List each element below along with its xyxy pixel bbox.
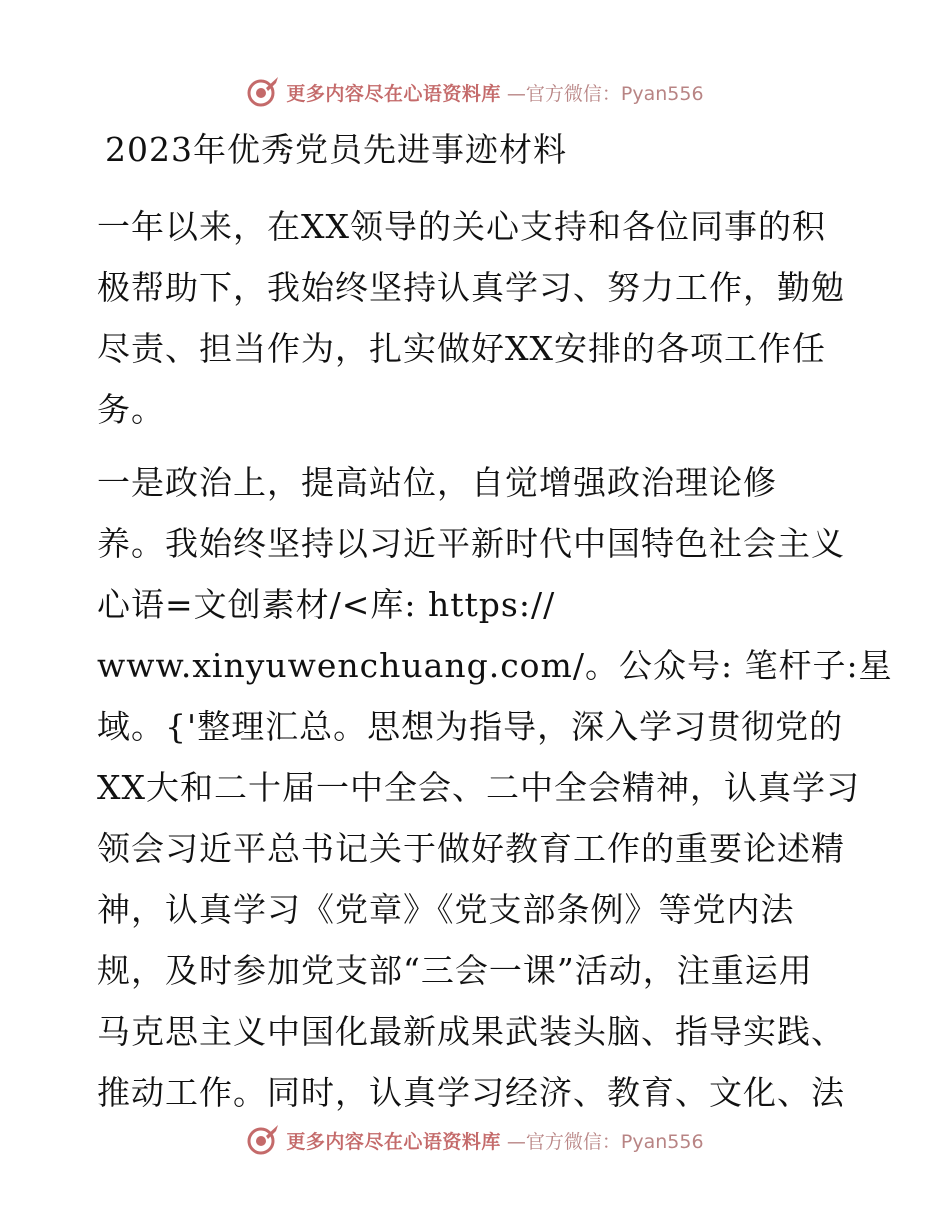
text-line: www.xinyuwenchuang.com/。公众号: 笔杆子:星 xyxy=(97,646,893,685)
watermark-wechat-text: —官方微信：Pyan556 xyxy=(506,82,704,105)
watermark-main-text: 更多内容尽在心语资料库 xyxy=(286,82,501,105)
header-watermark xyxy=(0,72,950,112)
text-line: 尽责、担当作为，扎实做好XX安排的各项工作任 xyxy=(97,329,826,368)
document-body xyxy=(97,122,893,1135)
text-line: 规，及时参加党支部“三会一课”活动，注重运用 xyxy=(97,951,813,990)
paragraph-intro xyxy=(97,196,857,440)
text-line: XX大和二十届一中全会、二中全会精神，认真学习 xyxy=(97,768,860,807)
pen-logo-icon xyxy=(246,75,280,109)
text-line: 一年以来，在XX领导的关心支持和各位同事的积 xyxy=(97,207,826,246)
text-line: 务。 xyxy=(97,390,165,429)
text-line: 域。{'整理汇总。思想为指导，深入学习贯彻党的 xyxy=(97,707,844,746)
text-line: 马克思主义中国化最新成果武装头脑、指导实践、 xyxy=(97,1012,845,1051)
text-line: 神，认真学习《党章》《党支部条例》等党内法 xyxy=(97,890,795,929)
text-line: 养。我始终坚持以习近平新时代中国特色社会主义 xyxy=(97,524,845,563)
text-line: 极帮助下，我始终坚持认真学习、努力工作，勤勉 xyxy=(97,268,845,307)
text-line: 推动工作。同时，认真学习经济、教育、文化、法 xyxy=(97,1073,845,1112)
text-line: 心语=文创素材/<库: https:// xyxy=(97,585,556,624)
text-line: 领会习近平总书记关于做好教育工作的重要论述精 xyxy=(97,829,845,868)
text-line: 一是政治上，提高站位，自觉增强政治理论修 xyxy=(97,463,777,502)
document-title: 2023年优秀党员先进事迹材料 xyxy=(105,130,567,169)
paragraph-political xyxy=(97,452,893,1123)
watermark-wechat-text: —官方微信：Pyan556 xyxy=(506,1130,704,1153)
pen-logo-icon xyxy=(246,1123,280,1157)
footer-watermark xyxy=(0,1120,950,1160)
watermark-main-text: 更多内容尽在心语资料库 xyxy=(286,1130,501,1153)
